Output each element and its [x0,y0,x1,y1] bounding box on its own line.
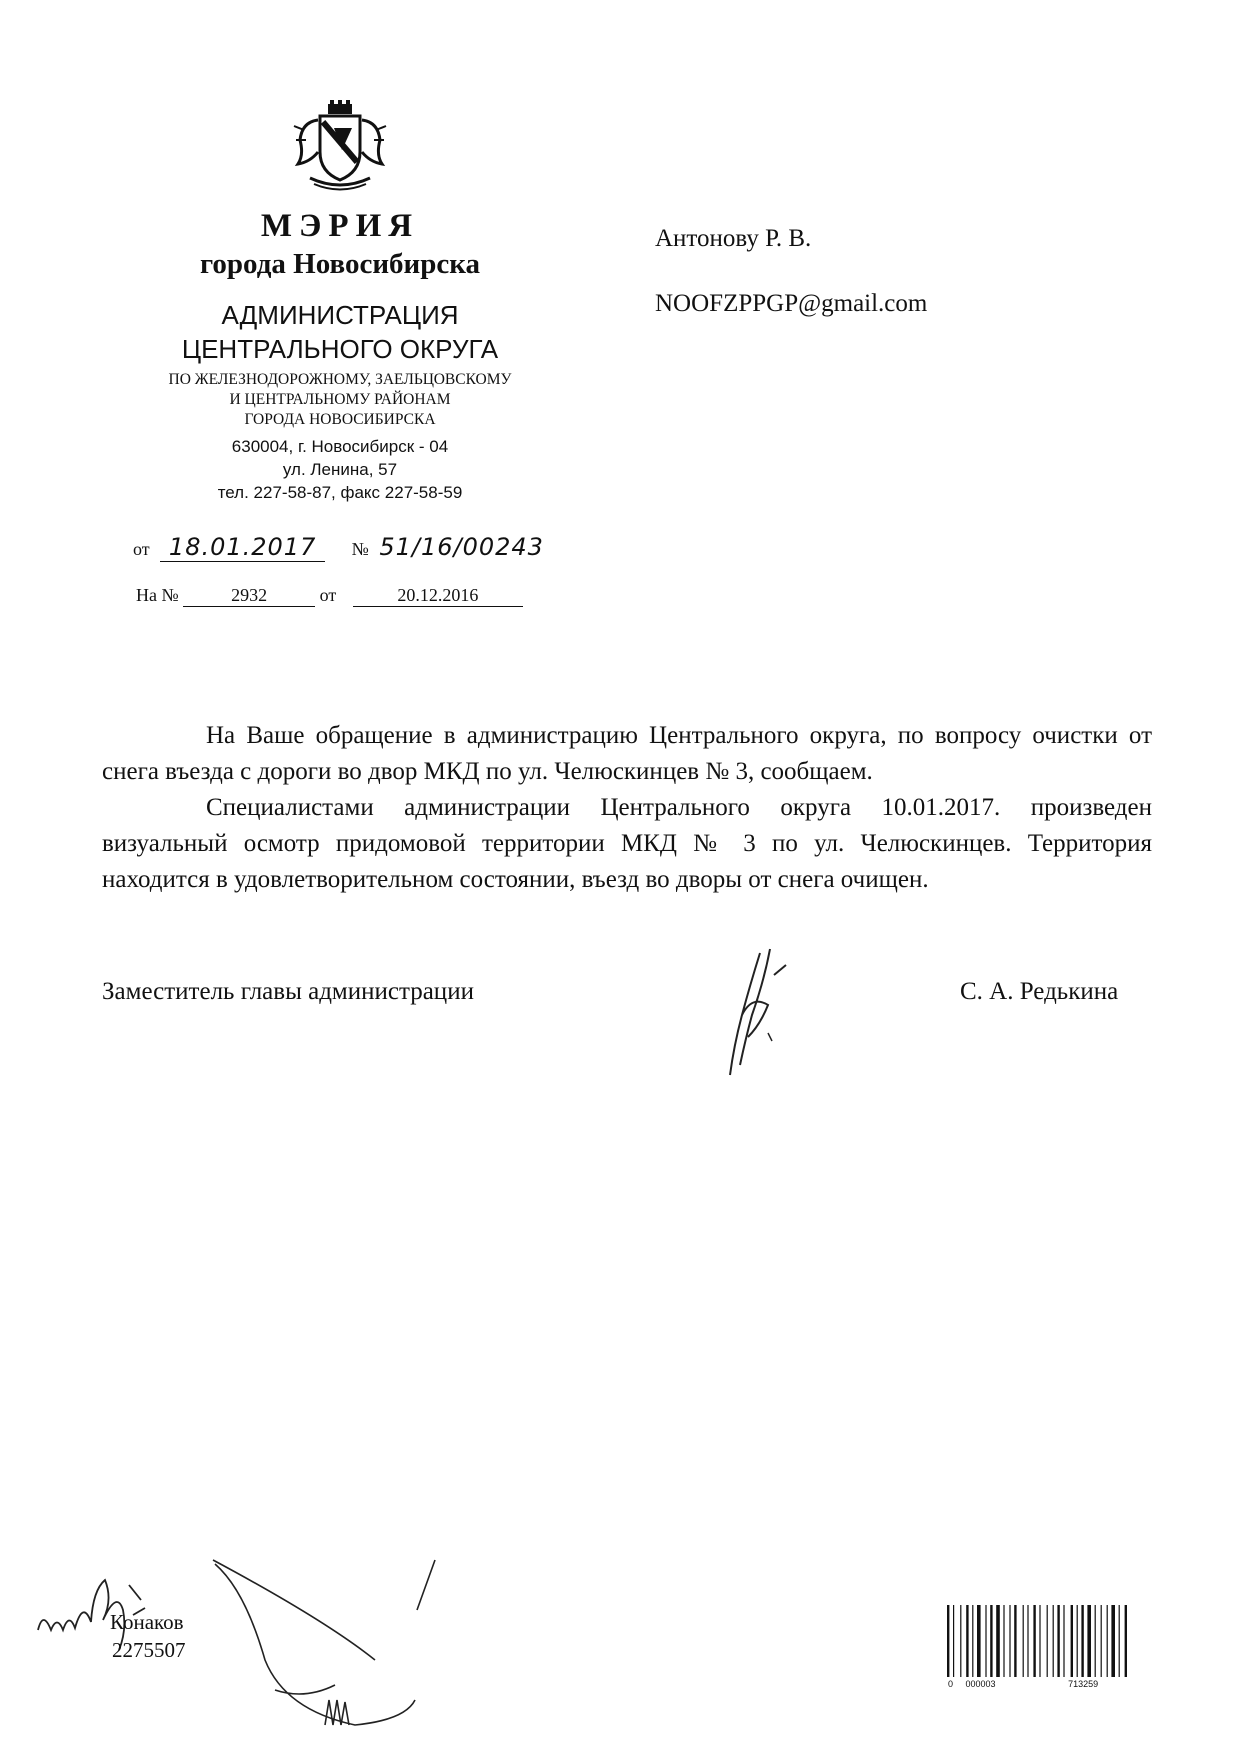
street-address: ул. Ленина, 57 [282,460,398,479]
barcode-bar [1047,1605,1048,1677]
barcode-bar [1087,1605,1091,1677]
signer-title: Заместитель главы администрации [102,978,474,1005]
address-block [140,435,540,504]
visa-signature-icon [205,1550,445,1740]
body-paragraph: На Ваше обращение в администрацию Центрального округа, по вопросу очистки от снега въезда с дороги во двор МКД по ул. Челюскинцев № 3, сообщаем. [102,722,1152,785]
barcode-bar [1077,1605,1078,1677]
barcode-bar [1057,1605,1059,1677]
barcode-icon [945,1605,1145,1677]
phone-fax: тел. 227-58-87, факс 227-58-59 [217,483,463,502]
letter-body [102,718,1152,898]
barcode-number-right: 713259 [1068,1679,1099,1689]
coat-of-arms-icon [290,100,390,195]
district-subtitle-line: ГОРОДА НОВОСИБИРСКА [244,411,436,428]
barcode-bar [1039,1605,1040,1677]
barcode-bar [1071,1605,1073,1677]
district-subtitle [110,370,570,430]
barcode-bar [1014,1605,1016,1677]
barcode-bar [1081,1605,1083,1677]
outgoing-date: 18.01.2017 [160,533,325,562]
executor-name: Конаков [110,1610,184,1634]
barcode-bar [1053,1605,1054,1677]
barcode-bar [1027,1605,1028,1677]
administration-title: АДМИНИСТРАЦИЯ [221,300,459,330]
recipient-name: Антонову Р. В. [655,225,812,252]
barcode-bar [966,1605,968,1677]
barcode-bar [1023,1605,1024,1677]
barcode-number-left: 0 [948,1679,954,1689]
barcode-bar [1111,1605,1115,1677]
body-paragraph: Специалистами администрации Центрального округа 10.01.2017. произведен визуальный осмотр придомовой территории МКД № 3 по ул. Челюскинцев. Территория находится в удовлетворительном состоянии, въезд во дворы от снега очищен. [102,794,1152,893]
barcode-bar [1095,1605,1096,1677]
district-subtitle-line: И ЦЕНТРАЛЬНОМУ РАЙОНАМ [229,391,451,408]
outgoing-reference [133,533,603,563]
barcode-number-mid: 000003 [965,1679,996,1689]
on-number-label: На № [136,585,179,605]
mayor-title: МЭРИЯ [260,208,420,244]
barcode-number [948,1679,1148,1689]
barcode-bar [947,1605,949,1677]
executor-phone: 2275507 [112,1638,186,1662]
incoming-date: 20.12.2016 [353,585,523,607]
barcode-bar [985,1605,986,1677]
district-title: ЦЕНТРАЛЬНОГО ОКРУГА [181,334,499,364]
barcode-bar [1003,1605,1004,1677]
incoming-reference [136,585,606,607]
signature-icon [690,945,820,1085]
barcode-bar [1119,1605,1120,1677]
barcode-bar [977,1605,981,1677]
incoming-number: 2932 [183,585,315,607]
from-label: от [133,539,150,559]
barcode-bar [972,1605,973,1677]
from-label: от [319,585,337,605]
signer-name: С. А. Редькина [960,978,1119,1005]
barcode-bar [953,1605,954,1677]
barcode-bar [960,1605,961,1677]
barcode-bar [1125,1605,1127,1677]
barcode-bar [1063,1605,1064,1677]
postal-address: 630004, г. Новосибирск - 04 [231,437,449,456]
city-title: города Новосибирска [199,248,481,280]
district-subtitle-line: ПО ЖЕЛЕЗНОДОРОЖНОМУ, ЗАЕЛЬЦОВСКОМУ [168,371,512,388]
outgoing-number: 51/16/00243 [379,533,544,561]
barcode-bar [996,1605,1000,1677]
recipient-email: NOOFZPPGP@gmail.com [655,290,928,317]
barcode-bar [1101,1605,1102,1677]
barcode-bar [1033,1605,1035,1677]
number-label: № [351,539,369,559]
barcode-bar [990,1605,992,1677]
barcode-bar [1009,1605,1010,1677]
barcode-bar [1107,1605,1108,1677]
